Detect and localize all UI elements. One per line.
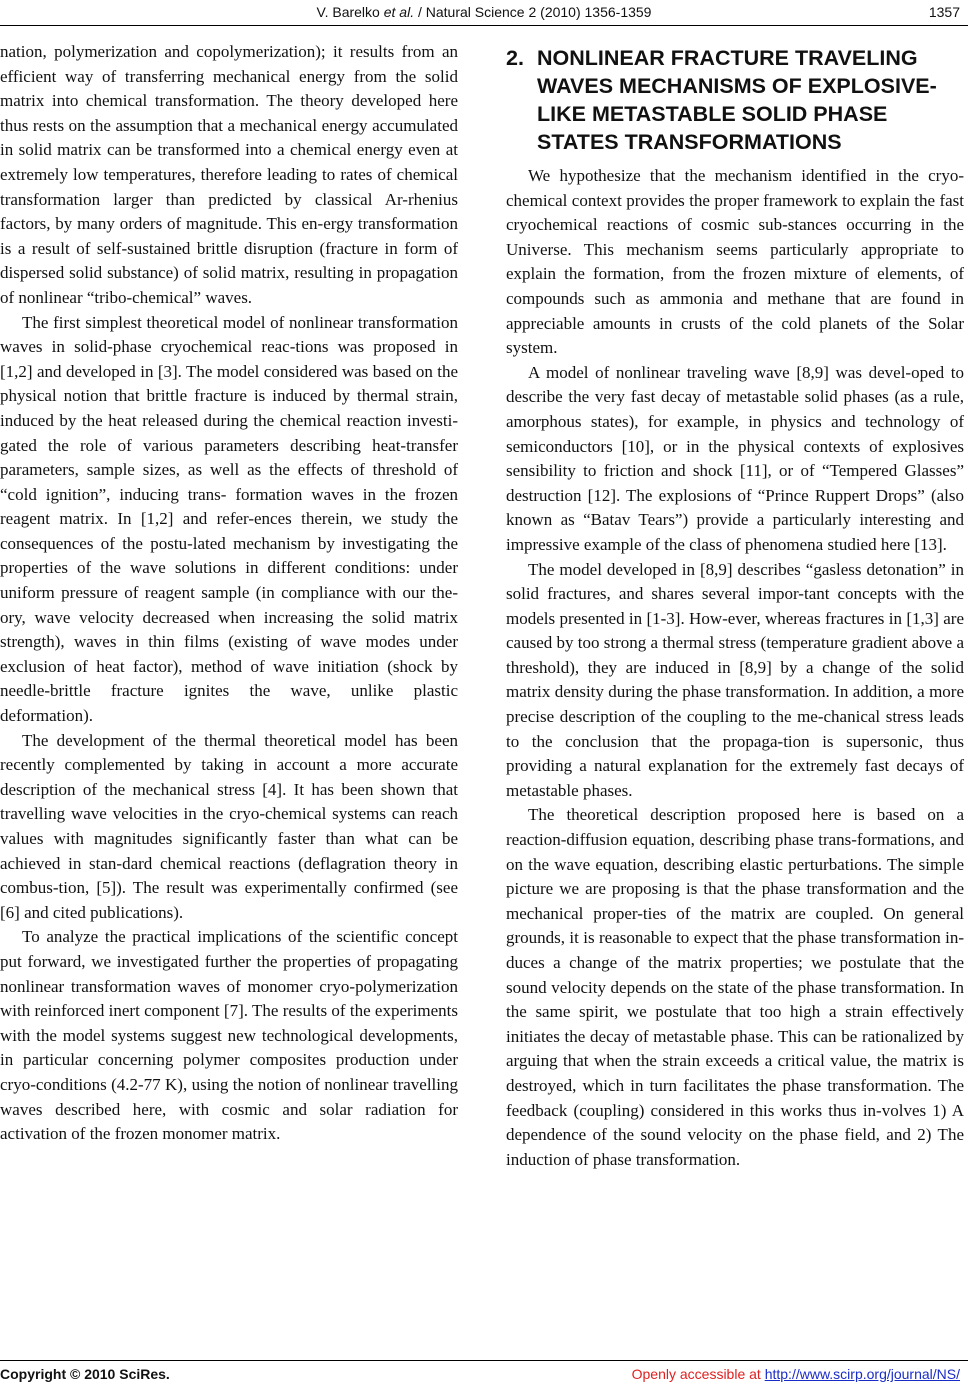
- open-access-note: [632, 1366, 960, 1382]
- paragraph: To analyze the practical implications of the scientific concept put forward, we investigated further the properties of propagating nonlinear transformation waves of monomer cryo-polymerization with reinforced inert component [7]. The results of the experiments with the model systems suggest new technological developments, in particular concerning polymer composites production under cryo-conditions (4.2-77 K), using the notion of nonlinear travelling waves described here, with cosmic and solar radiation for activation of the frozen monomer matrix.: [0, 927, 458, 1144]
- paragraph: The theoretical description proposed here is based on a reaction-diffusion equation, describing phase trans-formations, and on the wave equation, describing elastic perturbations. The simple picture we are proposing is that the phase transformation and the mechanical proper-ties of the matrix are coupled. On general grounds, it is reasonable to expect that the phase transformation in-duces a change of the matrix properties; we postulate that the sound velocity depends on the state of the phase transformation. In the same spirit, we postulate that too high a strain effectively initiates the decay of metastable phase. This can be rationalized by arguing that when the strain exceeds a critical value, the matrix is destroyed, which in turn facilitates the phase transformation. The feedback (coupling) considered in this works thus in-volves 1) A dependence of the sound velocity on the phase field, and 2) The induction of phase transformation.: [506, 805, 964, 1169]
- paragraph: The first simplest theoretical model of nonlinear transformation waves in solid-phase cryochemical reac-tions was proposed in [1,2] and developed in [3]. The model considered was based on the physical notion that brittle fracture is induced by thermal strain, induced by the heat released during the chemical reaction investi-gated the role of various parameters describing heat-transfer parameters, sample sizes, as well as the effects of threshold of “cold ignition”, inducing trans- formation waves in the frozen reagent matrix. In [1,2] and refer-ences therein, we study the consequences of the postu-lated mechanism by investigating the properties of the wave solutions in different conditions: under uniform pressure of reagent sample (in compliance with our the-ory, wave velocity decreased when increasing the solid matrix strength), waves in thin films (existing of wave modes under exclusion of heat factor), method of wave initiation (shock by needle-brittle fracture ignites the wave, unlike plastic deformation).: [0, 312, 458, 726]
- paragraph: nation, polymerization and copolymerization); it results from an efficient way of transferring mechanical energy from the solid matrix into chemical transformation. The theory developed here thus rests on the assumption that a mechanical energy accumulated in solid matrix can be transformed into a chemical energy even at extremely low temperatures, therefore leading to rates of chemical transformation larger than predicted by classical Ar-rhenius factors, by many orders of magnitude. This en-ergy transformation is a result of self-sustained brittle disruption (fracture in form of dispersed solid substance) of solid matrix, resulting in propagation of nonlinear “tribo-chemical” waves.: [0, 42, 458, 307]
- section-heading: [506, 44, 964, 156]
- section-number: 2.: [506, 46, 524, 70]
- section-title: NONLINEAR FRACTURE TRAVELING WAVES MECHANISMS OF EXPLOSIVE-LIKE METASTABLE SOLID PHASE STATES TRANSFORMATIONS: [537, 46, 937, 154]
- right-column: [506, 40, 964, 1172]
- open-access-label: Openly accessible at: [631, 1366, 765, 1382]
- page-number: 1357: [928, 4, 960, 20]
- journal-citation: V. Barelko et al. / Natural Science 2 (2010) 1356-1359: [316, 4, 652, 20]
- journal-link[interactable]: http://www.scirp.org/journal/NS/: [764, 1366, 960, 1382]
- left-column: [0, 40, 458, 1147]
- et-al: et al.: [383, 4, 415, 20]
- paragraph: A model of nonlinear traveling wave [8,9] was devel-oped to describe the very fast decay of metastable solid phases (as a rule, amorphous states), for example, in physics and technology of semiconductors [10], or in the physical contexts of explosives sensibility to friction and shock [11], or of “Tempered Glasses” destruction [12]. The explosions of “Prince Ruppert Drops” (also known as “Batav Tears”) provide a particularly interesting and impressive example of the class of phenomena studied here [13].: [506, 362, 964, 554]
- footer-rule: [0, 1360, 968, 1361]
- paragraph: We hypothesize that the mechanism identified in the cryo-chemical context provides the proper framework to explain the fast cryochemical reactions of cosmic sub-stances occurring in the Universe. This mechanism seems particularly appropriate to explain the formation, from the frozen mixture of elements, of compounds such as ammonia and methane that are found in appreciable amounts in crusts of the cold planets of the Solar system.: [506, 166, 964, 358]
- paragraph: The model developed in [8,9] describes “gasless detonation” in solid fractures, and shares several impor-tant concepts with the models presented in [1-3]. How-ever, whereas fractures in [1,3] are caused by too strong a thermal stress (temperature gradient above a threshold), they are induced in [8,9] by a change of the solid matrix density during the phase transformation. In addition, a more precise description of the coupling to the me-chanical stress leads to the conclusion that the propaga-tion is supersonic, thus providing a natural explanation for the extremely fast decays of metastable phases.: [506, 559, 964, 800]
- header-rule: [0, 25, 968, 26]
- copyright: Copyright © 2010 SciRes.: [0, 1366, 170, 1382]
- paragraph: The development of the thermal theoretical model has been recently complemented by taking in account a more accurate description of the mechanical stress [4]. It has been shown that travelling wave velocities in the cryo-chemical systems can reach values with magnitudes significantly faster than what can be achieved in stan-dard chemical reactions (deflagration theory in combus-tion, [5]). The result was experimentally confirmed (see [6] and cited publications).: [0, 730, 458, 922]
- running-head: [0, 4, 968, 26]
